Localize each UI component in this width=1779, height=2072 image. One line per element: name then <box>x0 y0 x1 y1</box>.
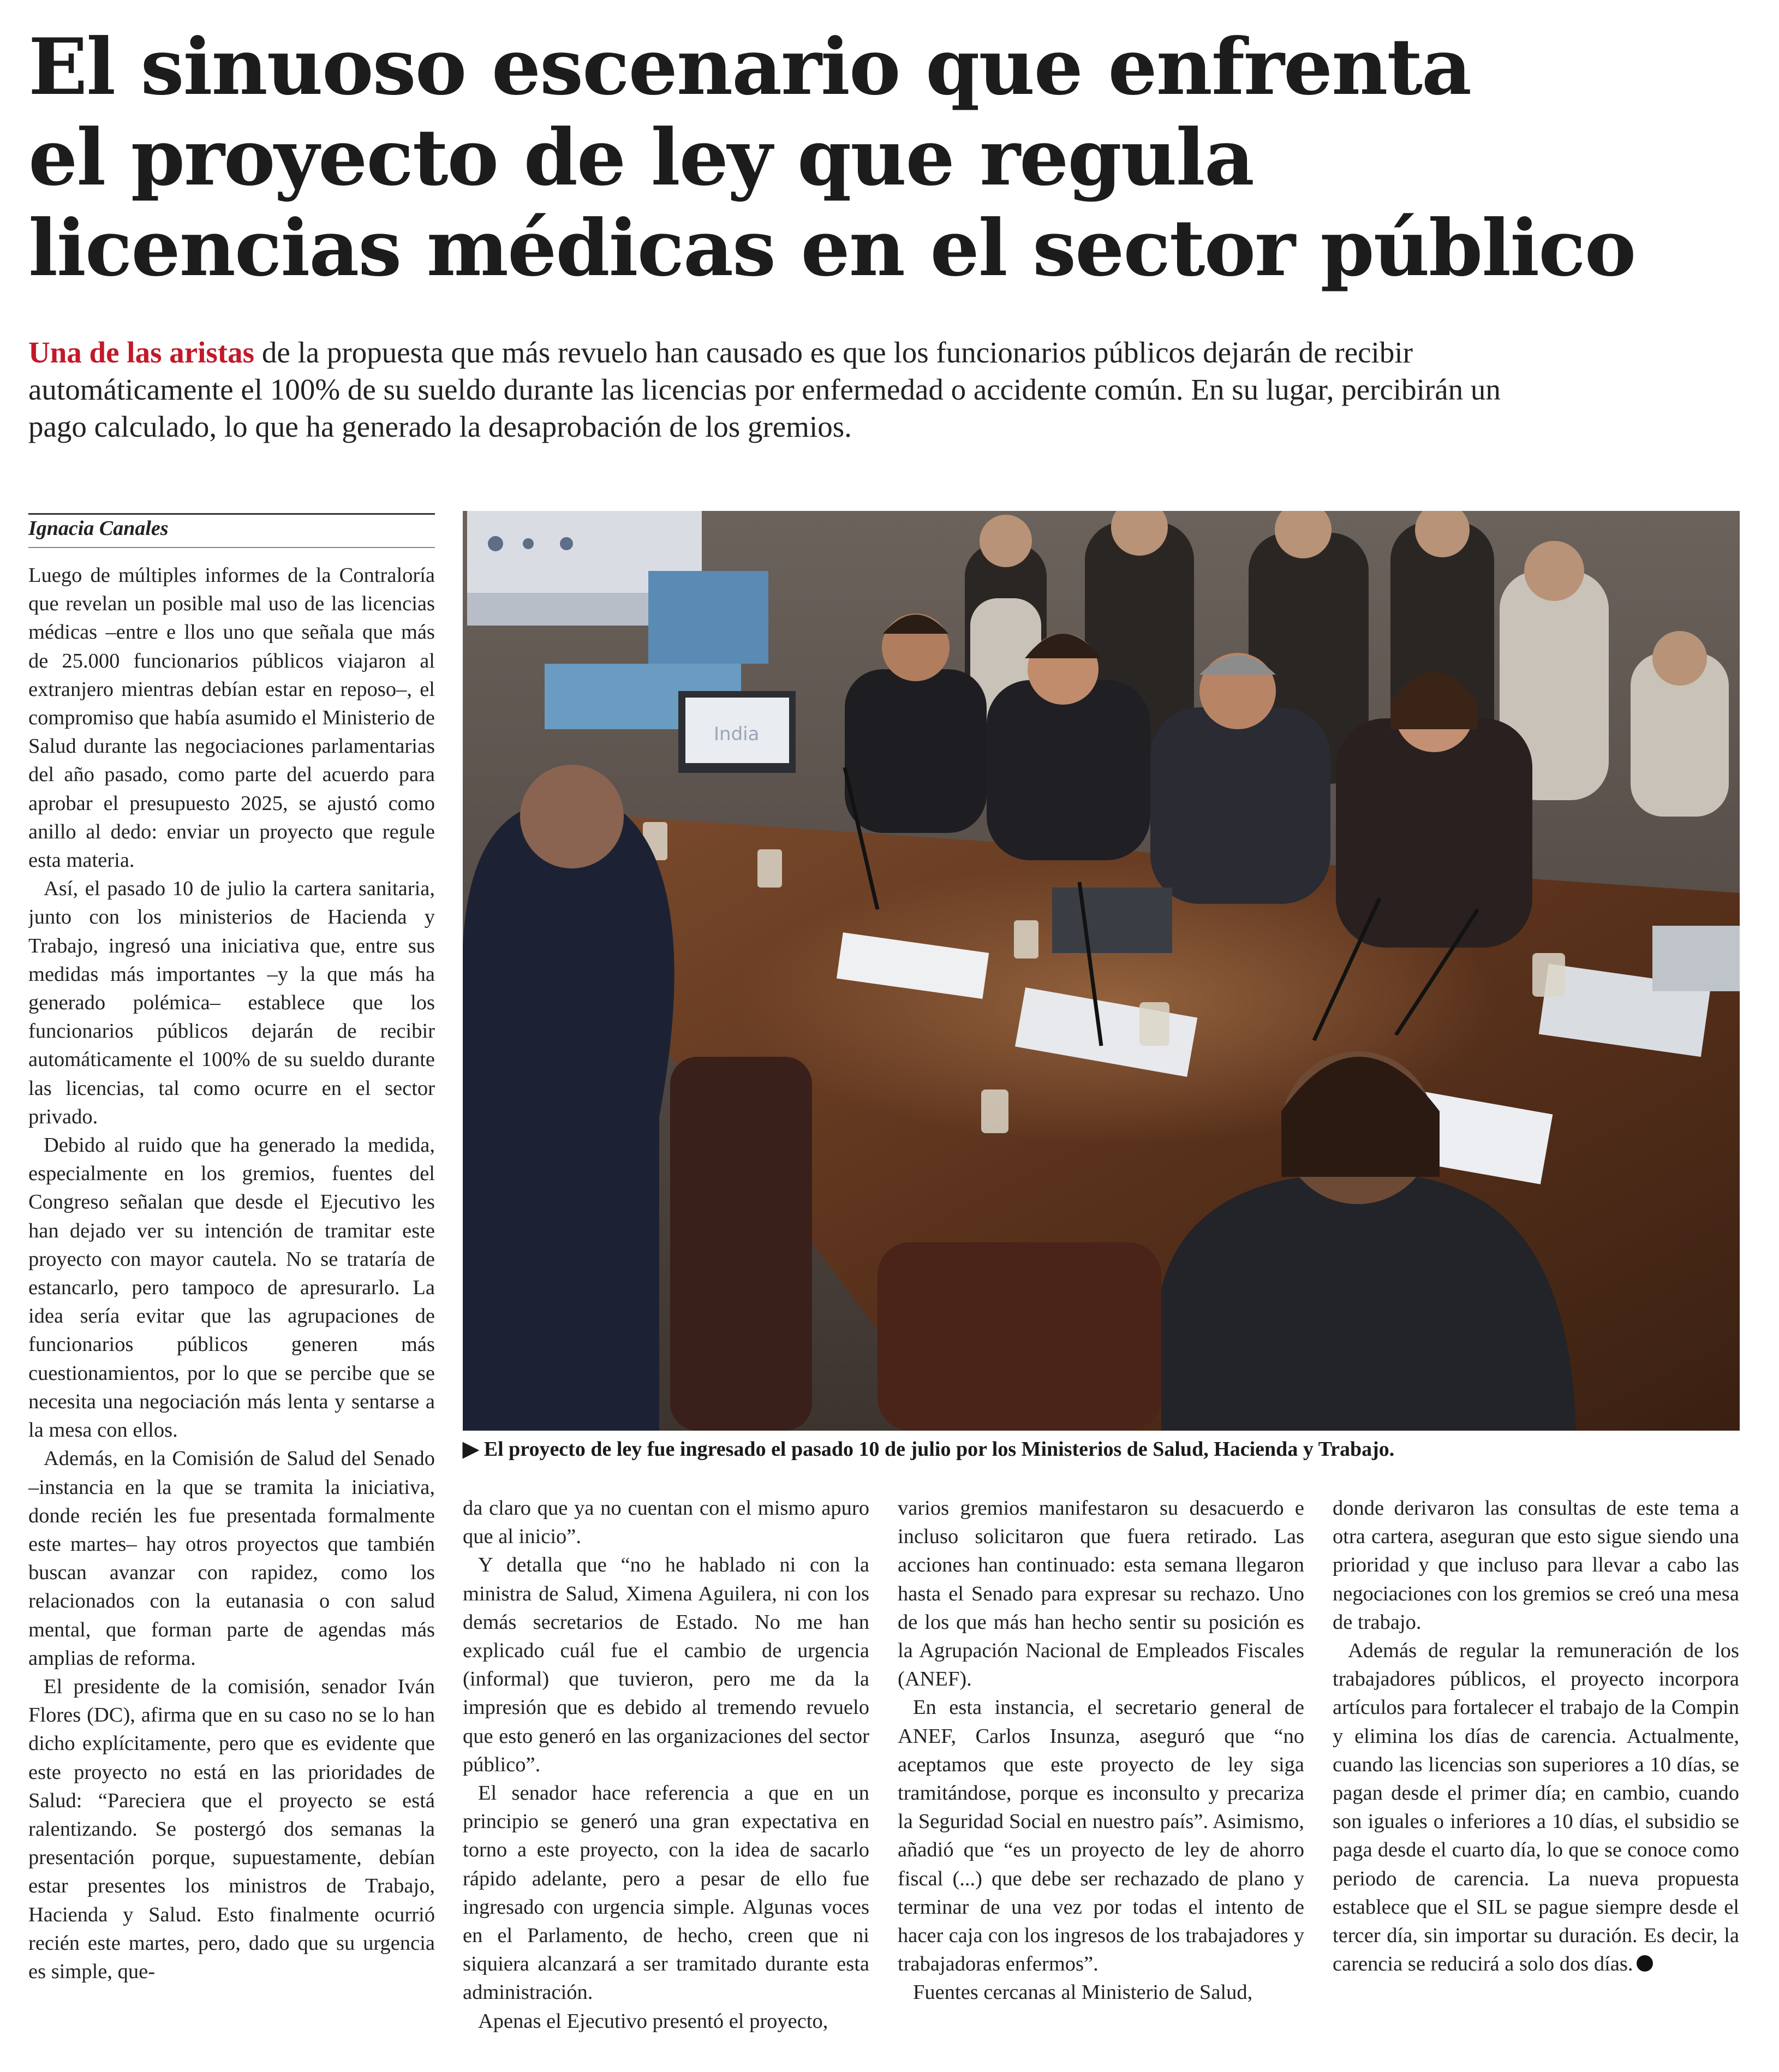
end-of-article-mark <box>1637 1955 1653 1972</box>
folder-stack <box>648 571 768 664</box>
article-column-1 <box>28 561 435 2057</box>
col4-paragraph-1: donde derivaron las consultas de este tema a otra cartera, aseguran que esto sigue siendo una prioridad y que incluso para llevar a cabo las negociaciones con los gremios se creó una mesa de trabajo. <box>1333 1497 1739 1634</box>
col2-paragraph-1: da claro que ya no cuentan con el mismo apuro que al inicio”. <box>463 1497 869 1549</box>
col1-paragraph-4: Además, en la Comisión de Salud del Senado –instancia en la que se tramita la iniciativa, donde recién les fue presentada formalmente este martes– hay otros proyectos que también buscan avanzar con rapidez, como los relacionados con la eutanasia o con salud mental, que forman parte de agendas más amplias de reforma. <box>28 1447 435 1670</box>
byline: Ignacia Canales <box>28 517 169 540</box>
article-column-3 <box>898 1494 1304 2056</box>
headline-line-2: el proyecto de ley que regula <box>28 112 1253 203</box>
col1-paragraph-1: Luego de múltiples informes de la Contraloría que revelan un posible mal uso de las licencias médicas –entre e llos uno que señala que más de 25.000 funcionarios públicos viajaron al extranjero mientras debían estar en reposo–, el compromiso que había asumido el Ministerio de Salud durante las negociaciones parlamentarias del año pasado, como parte del acuerdo para aprobar el presupuesto 2025, se ajustó como anillo al dedo: enviar un proyecto que regule esta materia. <box>28 564 435 872</box>
lead-kicker: Una de las aristas <box>28 336 255 369</box>
col1-paragraph-3: Debido al ruido que ha generado la medida, especialmente en los gremios, fuentes del Congreso señalan que desde el Ejecutivo les han dejado ver su intención de tramitar este proyecto con mayor cautela. No se trataría de estancarlo, pero tampoco de apresurarlo. La idea sería evitar que las agrupaciones de funcionarios públicos generen más cuestionamientos, por lo que se percibe que se necesita una negociación más lenta y sentarse a la mesa con ellos. <box>28 1134 435 1442</box>
byline-top-rule <box>28 513 435 515</box>
col1-paragraph-2: Así, el pasado 10 de julio la cartera sanitaria, junto con los ministerios de Hacienda y Trabajo, ingresó una iniciativa que, entre sus medidas más importantes –y la que más ha generado polémica– establece que los funcionarios públicos dejarán de recibir automáticamente el 100% de su sueldo durante las licencias, tal como ocurre en el sector privado. <box>28 877 435 1128</box>
col2-paragraph-3: El senador hace referencia a que en un principio se generó una gran expectativa en torno a este proyecto, con la idea de sacarlo rápido adelante, pero a pesar de ello fue ingresado con urgencia simple. Algunas voces en el Parlamento, de hecho, creen que ni siquiera alcanzará a ser tramitado durante esta administración. <box>463 1782 869 2004</box>
meeting-photo-illustration <box>463 511 1740 1431</box>
laptop-screen-text: India <box>714 723 760 745</box>
article-column-4 <box>1333 1494 1739 2056</box>
col3-paragraph-2: En esta instancia, el secretario general de ANEF, Carlos Insunza, aseguró que “no aceptamos que este proyecto de ley siga tramitándose, porque es inconsulto y precariza la Seguridad Social en nuestro país”. Asimismo, añadió que “es un proyecto de ley de ahorro fiscal (...) que debe ser rechazado de plano y terminar de una vez por todas el intento de hacer caja con los ingresos de los trabajadores y trabajadoras enfermos”. <box>898 1696 1304 1976</box>
headline-line-3: licencias médicas en el sector público <box>28 203 1635 294</box>
headline-line-1: El sinuoso escenario que enfrenta <box>28 22 1471 112</box>
col3-paragraph-1: varios gremios manifestaron su desacuerdo e incluso solicitaron que fuera retirado. Las acciones han continuado: esta semana llegaron hasta el Senado para expresar su rechazo. Uno de los que más han hecho sentir su posición es la Agrupación Nacional de Empleados Fiscales (ANEF). <box>898 1497 1304 1691</box>
lead-paragraph <box>28 334 1545 445</box>
col3-paragraph-3: Fuentes cercanas al Ministerio de Salud, <box>913 1981 1253 2004</box>
headline <box>28 22 1720 294</box>
col1-paragraph-5: El presidente de la comisión, senador Iván Flores (DC), afirma que en su caso no se lo han dicho explícitamente, pero que es evidente que este proyecto no está en las prioridades de Salud: “Pareciera que el proyecto se está ralentizando. Se postergó dos semanas la presentación porque, supuestamente, debían estar presentes los ministros de Trabajo, Hacienda y Salud. Esto finalmente ocurrió recién este martes, pero, dado que su urgencia es simple, que- <box>28 1675 435 1983</box>
article-photo <box>463 511 1740 1431</box>
photo-caption: ▶ El proyecto de ley fue ingresado el pasado 10 de julio por los Ministerios de Salud, Hacienda y Trabajo. <box>463 1438 1395 1461</box>
leather-chair <box>670 1057 812 1431</box>
col4-paragraph-2 <box>1333 1636 1739 1978</box>
col4-paragraph-2-text: Además de regular la remuneración de los trabajadores públicos, el proyecto incorpora artículos para fortalecer el trabajo de la Compin y elimina los días de carencia. Actualmente, cuando las licencias son superiores a 10 días, se pagan desde el primer día; en cambio, cuando son iguales o inferiores a 10 días, el subsidio se paga desde el cuarto día, lo que se conoce como periodo de carencia. La nueva propuesta establece que el SIL se pague siempre desde el tercer día, sin importar su duración. Es decir, la carencia se reducirá a solo dos días. <box>1333 1639 1739 1976</box>
byline-bottom-rule <box>28 547 435 548</box>
lead-text: de la propuesta que más revuelo han causado es que los funcionarios públicos dejarán de recibir automáticamente el 100% de su sueldo durante las licencias por enfermedad o accidente común. En su lugar, percibirán un pago calculado, lo que ha generado la desaprobación de los gremios. <box>28 336 1501 443</box>
col2-paragraph-4: Apenas el Ejecutivo presentó el proyecto, <box>478 2009 828 2033</box>
article-column-2 <box>463 1494 869 2056</box>
col2-paragraph-2: Y detalla que “no he hablado ni con la ministra de Salud, Ximena Aguilera, ni con los demás secretarios de Estado. No me han explicado cuál fue el cambio de urgencia (informal) que tuvieron, pero me da la impresión que es debido al tremendo revuelo que esto generó en las organizaciones del sector público”. <box>463 1553 869 1776</box>
foreground-person-left <box>463 796 674 1431</box>
